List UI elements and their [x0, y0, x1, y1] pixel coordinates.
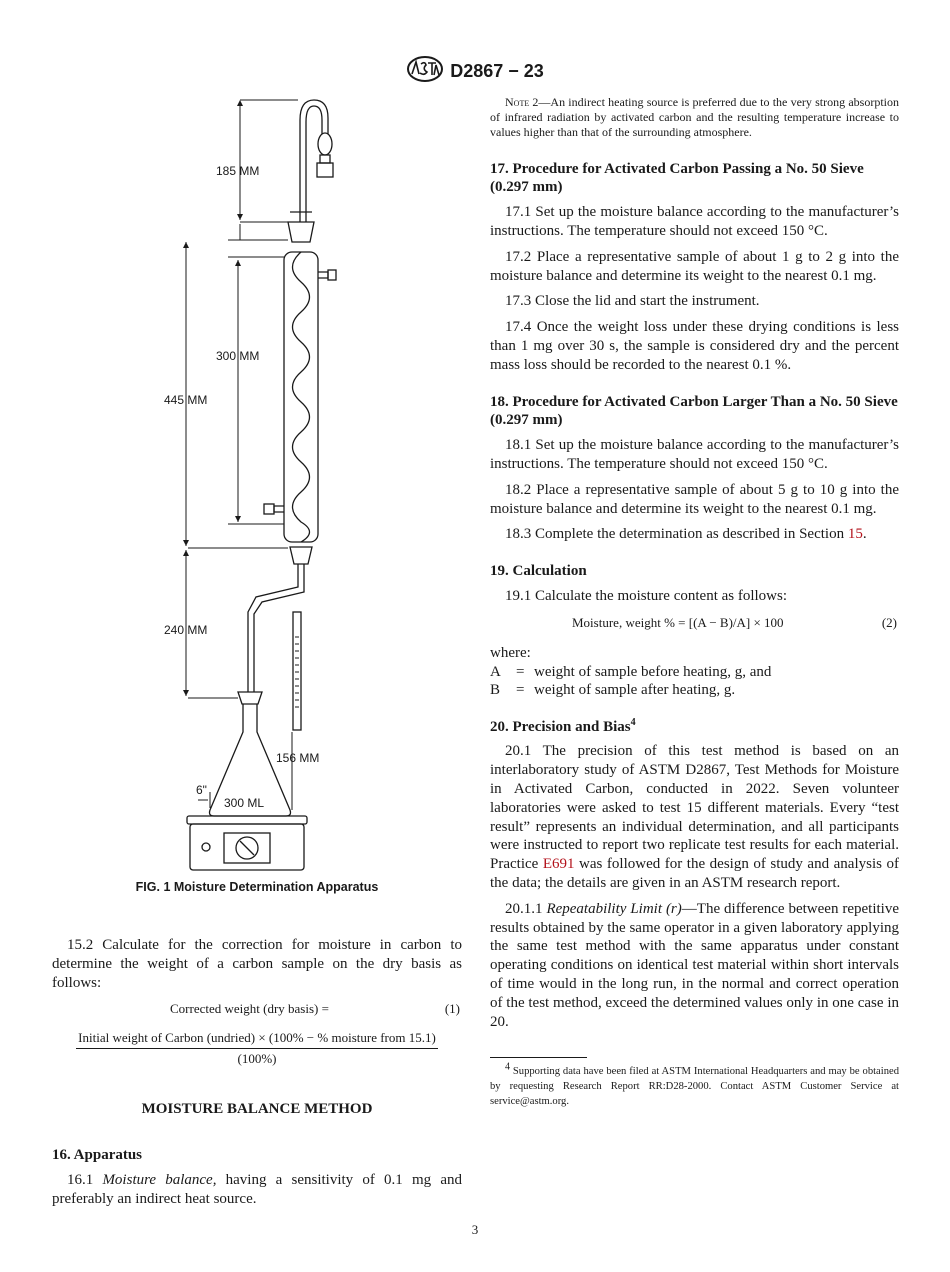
definition-equals: =	[516, 682, 525, 699]
para-16-1-term: Moisture balance,	[102, 1172, 217, 1189]
equation-1-denominator: (100%)	[237, 1051, 277, 1067]
footnote-4	[490, 1061, 899, 1109]
dim-label-445: 445 MM	[164, 393, 208, 407]
definition-text: weight of sample before heating, g, and	[534, 663, 772, 680]
para-16-1	[52, 1171, 462, 1209]
para-16-1-text: having a sensitivity of 0.1 mg and preferably an indirect heat source.	[52, 1172, 462, 1207]
para-20-1-1-text: —The difference between repetitive results obtained by the same operator in a given laboratory applying the same test method with the same apparatus under constant operating conditions on identical test material within short intervals of time would in the long run, in the normal and correct operation of the test method, exceed the determined values only in one case in 20.	[490, 900, 900, 1030]
para-17-2: 17.2 Place a representative sample of about 1 g to 2 g into the moisture balance and determine its weight to the nearest 0.1 mg.	[490, 248, 899, 284]
definition-b	[490, 681, 899, 700]
para-20-1-1-term: Repeatability Limit (r)	[546, 900, 682, 917]
footnote-ref-4[interactable]: 4	[630, 716, 636, 728]
section-16-heading: 16. Apparatus	[52, 1147, 143, 1164]
page-header	[0, 56, 950, 87]
para-20-1-1	[490, 900, 899, 1032]
para-15-2: 15.2 Calculate for the correction for moisture in carbon to determine the weight of a carbon sample on the dry basis as follows:	[52, 937, 462, 991]
section-20-heading	[490, 718, 899, 737]
dim-label-6in: 6"	[196, 783, 207, 797]
equation-1-numerator: Initial weight of Carbon (undried) × (100% − % moisture from 15.1)	[76, 1030, 438, 1049]
right-column	[490, 95, 899, 1109]
definition-symbol: B	[490, 682, 501, 699]
para-18-2: 18.2 Place a representative sample of about 5 g to 10 g into the moisture balance and determine its weight to the nearest 0.1 mg.	[490, 481, 899, 517]
apparatus-drawing	[52, 92, 462, 882]
figure-caption: FIG. 1 Moisture Determination Apparatus	[135, 880, 379, 894]
footnote-text: Supporting data have been filed at ASTM International Headquarters and may be obtained by requesting Research Report RR:D28-2000. Contact ASTM Customer Service at service@astm.org.	[490, 1066, 899, 1108]
method-heading: MOISTURE BALANCE METHOD	[141, 1101, 373, 1118]
equation-1-fraction	[52, 1030, 462, 1067]
where-label: where:	[490, 644, 531, 661]
note-text: 2—An indirect heating source is preferred due to the very strong absorption of infrared radiation by activated carbon and the resulting temperature increase to values higher than that of the surrounding atmosphere.	[490, 95, 899, 140]
dim-label-300ml: 300 ML	[224, 796, 265, 810]
equation-1-label: Corrected weight (dry basis) =	[170, 1001, 329, 1017]
equation-1-lhs	[52, 1001, 462, 1021]
section-15-link[interactable]: 15	[847, 526, 863, 543]
para-18-3	[490, 525, 899, 544]
definitions-list	[490, 663, 899, 700]
para-17-4: 17.4 Once the weight loss under these drying conditions is less than 1 mg over 30 s, the sample is considered dry and the percent mass loss should be recorded to the nearest 0.1 %.	[490, 319, 899, 373]
footnote-divider	[490, 1057, 587, 1058]
definition-symbol: A	[490, 663, 501, 680]
para-17-1: 17.1 Set up the moisture balance according to the manufacturer’s instructions. The temperature should not exceed 150 °C.	[490, 204, 899, 239]
footnote-marker: 4	[505, 1061, 510, 1073]
section-20-title: 20. Precision and Bias	[490, 718, 631, 735]
equation-2	[490, 615, 899, 635]
astm-logo-icon	[406, 56, 444, 87]
note-label: Note	[505, 95, 530, 109]
dim-label-185: 185 MM	[216, 164, 260, 178]
dim-label-156: 156 MM	[276, 751, 320, 765]
para-18-1: 18.1 Set up the moisture balance according to the manufacturer’s instructions. The temperature should not exceed 150 °C.	[490, 437, 899, 472]
definition-a	[490, 663, 899, 682]
dim-label-240: 240 MM	[164, 623, 208, 637]
apparatus-figure	[52, 92, 462, 892]
equation-2-number: (2)	[881, 614, 897, 630]
page-number: 3	[471, 1222, 479, 1237]
para-17-3: 17.3 Close the lid and start the instrument.	[505, 293, 760, 310]
para-20-1	[490, 742, 899, 892]
section-17-heading: 17. Procedure for Activated Carbon Passing a No. 50 Sieve (0.297 mm)	[490, 160, 864, 196]
note-2	[490, 95, 899, 141]
section-18-heading: 18. Procedure for Activated Carbon Larger Than a No. 50 Sieve (0.297 mm)	[490, 393, 898, 429]
section-19-heading: 19. Calculation	[490, 563, 587, 580]
para-20-1-text: 20.1 The precision of this test method is based on an interlaboratory study of ASTM D2867, Test Methods for Moisture in Activated Carbon, conducted in 2022. Seven volunteer laboratories were asked to test 15 different materials. Every “test result” represents an individual determination, and all participants were instructed to report two replicate test results for each material. Practice	[490, 743, 899, 873]
para-18-3-text: 18.3 Complete the determination as described in Section	[505, 526, 848, 543]
para-19-1: 19.1 Calculate the moisture content as follows:	[505, 587, 788, 604]
equation-2-expression: Moisture, weight % = [(A − B)/A] × 100	[572, 614, 784, 630]
dim-label-300: 300 MM	[216, 349, 260, 363]
para-18-3-end: .	[862, 526, 867, 543]
definition-text: weight of sample after heating, g.	[534, 682, 736, 699]
document-designation: D2867 − 23	[450, 61, 544, 81]
para-20-1-end: was followed for the design of study and analysis of the data; the details are given in an ASTM research report.	[490, 856, 899, 891]
e691-link[interactable]: E691	[542, 856, 575, 873]
left-column	[52, 92, 462, 1216]
definition-equals: =	[516, 663, 525, 680]
para-20-1-1-number: 20.1.1	[505, 900, 547, 917]
equation-1-number: (1)	[444, 1001, 460, 1017]
para-16-1-number: 16.1	[67, 1172, 103, 1189]
